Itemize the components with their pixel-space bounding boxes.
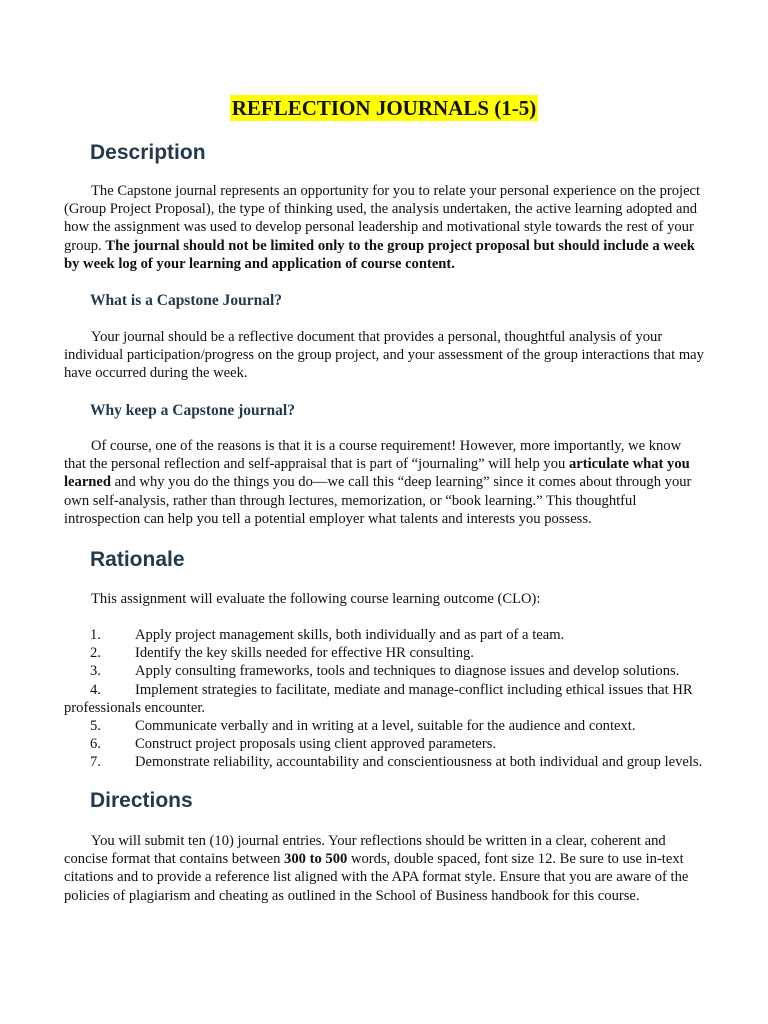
- clo-list: [64, 626, 704, 772]
- what-is-paragraph: Your journal should be a reflective document that provides a personal, thoughtful analysis of your individual participation/progress on the group project, and your assessment of the group interactions that may have occurred during the week.: [64, 329, 704, 382]
- list-item-text: Implement strategies to facilitate, mediate and manage-conflict including ethical issues that HR professionals encounter.: [64, 681, 693, 716]
- list-item-text: Apply project management skills, both individually and as part of a team.: [135, 627, 565, 643]
- list-item: [64, 626, 704, 644]
- list-item: [64, 735, 704, 753]
- list-item: [64, 717, 704, 735]
- list-item-number: 7.: [90, 754, 101, 771]
- description-text: The Capstone journal represents an opportunity for you to relate your personal experience on the project (Group Project Proposal), the type of thinking used, the analysis undertaken, the active learning adopted and how the assignment was used to develop personal leadership and motivational style towards the rest of your group.: [64, 183, 701, 254]
- list-item: [64, 644, 704, 662]
- list-item-text: Demonstrate reliability, accountability and conscientiousness at both individual and group levels.: [135, 754, 703, 771]
- directions-heading: Directions: [90, 789, 193, 812]
- what-is-heading: What is a Capstone Journal?: [90, 292, 283, 309]
- why-keep-text-a: Of course, one of the reasons is that it is a course requirement! However, more importantly, we know that the personal reflection and self-appraisal that is part of “journaling” will help you: [64, 438, 682, 473]
- title-wrapper: [0, 95, 768, 121]
- list-item: [64, 681, 704, 717]
- list-item-number: 1.: [90, 627, 101, 643]
- why-keep-paragraph: [64, 437, 704, 528]
- rationale-heading: Rationale: [90, 548, 185, 571]
- list-item: [64, 662, 704, 680]
- why-keep-bold-text: articulate what you learned: [64, 456, 690, 491]
- list-item-text: Identify the key skills needed for effective HR consulting.: [135, 645, 474, 662]
- list-item: [64, 753, 704, 771]
- directions-paragraph: [64, 832, 704, 905]
- directions-text-a: You will submit ten (10) journal entries. Your reflections should be written in a clear, coherent and concise format that contains between: [64, 833, 666, 868]
- document-title: REFLECTION JOURNALS (1-5): [231, 96, 537, 120]
- directions-bold-text: 300 to 500: [284, 851, 348, 868]
- description-heading: Description: [90, 141, 206, 164]
- directions-text-b: words, double spaced, font size 12. Be sure to use in-text citations and to provide a reference list aligned with the APA format style. Ensure that you are aware of the policies of plagiarism and cheating as outlined in the School of Business handbook for this course.: [64, 851, 689, 904]
- list-item-number: 3.: [90, 663, 101, 680]
- list-item-number: 6.: [90, 736, 101, 753]
- list-item-number: 5.: [90, 718, 101, 735]
- list-item-text: Construct project proposals using client approved parameters.: [135, 736, 497, 753]
- description-bold-text: The journal should not be limited only to the group project proposal but should include a week by week log of your learning and application of course content.: [64, 237, 695, 272]
- why-keep-text-b: and why you do the things you do—we call this “deep learning” since it comes about through your own self-analysis, rather than through lectures, memorization, or “book learning.” This thoughtful introspection can help you tell a potential employer what talents and interests you possess.: [64, 474, 692, 527]
- list-item-number: 2.: [90, 645, 101, 662]
- rationale-intro: This assignment will evaluate the following course learning outcome (CLO):: [91, 591, 541, 607]
- description-paragraph: [64, 182, 704, 273]
- list-item-number: 4.: [90, 681, 101, 698]
- why-keep-heading: Why keep a Capstone journal?: [90, 402, 295, 419]
- list-item-text: Communicate verbally and in writing at a level, suitable for the audience and context.: [135, 718, 636, 735]
- list-item-text: Apply consulting frameworks, tools and techniques to diagnose issues and develop solutions.: [135, 663, 680, 680]
